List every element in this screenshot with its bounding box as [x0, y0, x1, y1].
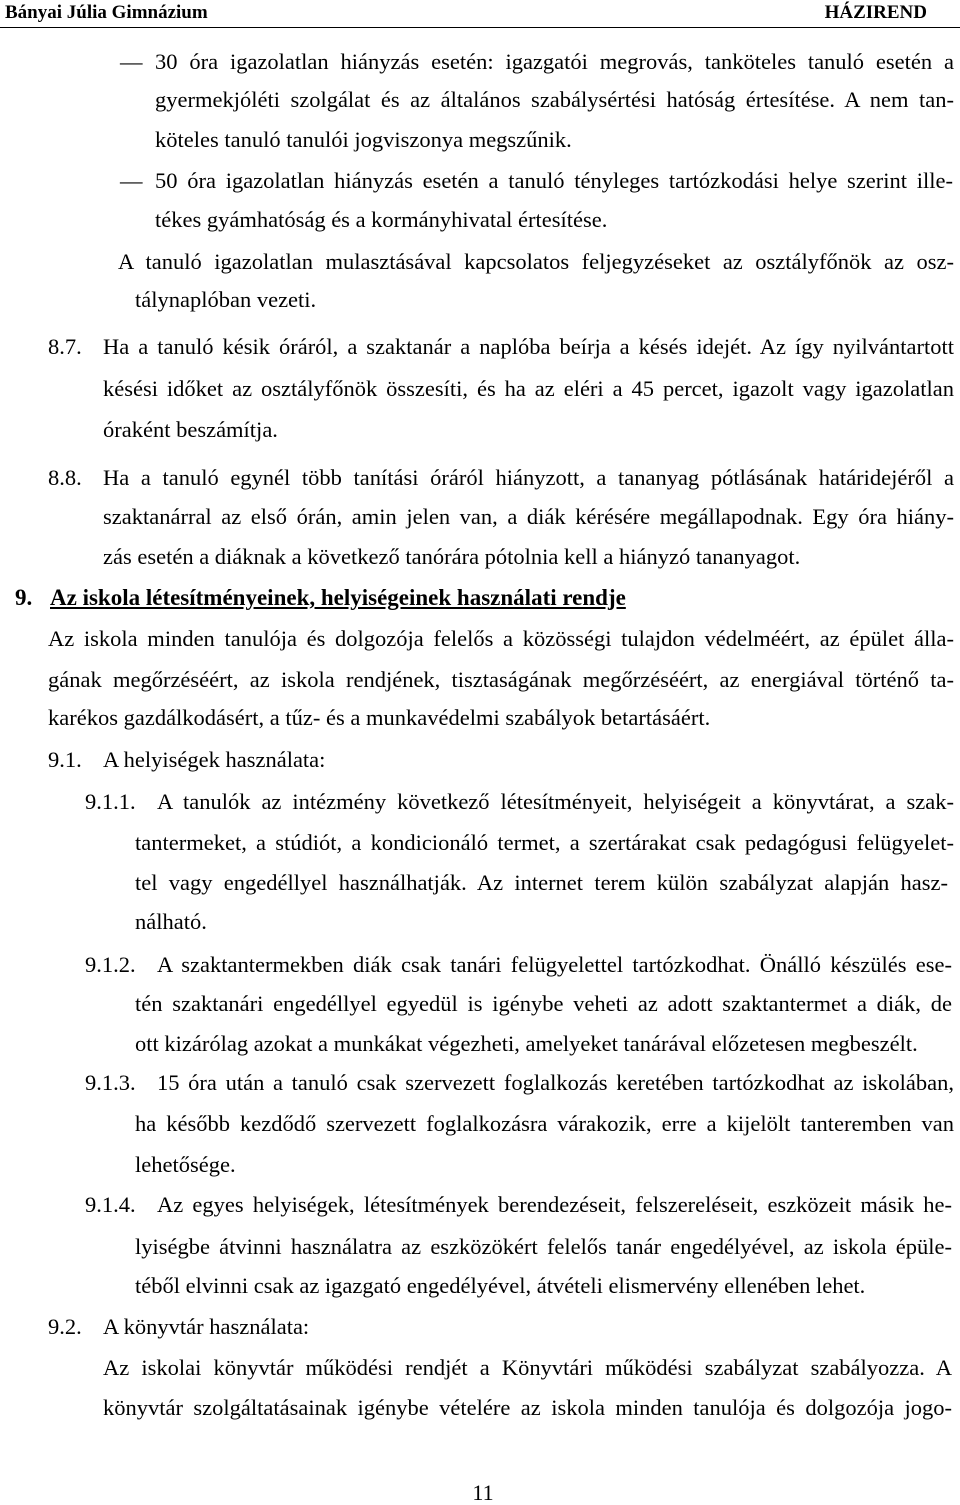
document-title: HÁZIREND	[824, 2, 927, 23]
text-line: Az iskola minden tanulója és dolgozója felelős a közösségi tulajdon védelméért, az épület álla-	[48, 626, 954, 651]
subsection-number: 9.1.1.	[85, 789, 136, 814]
text-line: zás esetén a diáknak a következő tanórára pótolnia kell a hiányzó tananyagot.	[103, 544, 801, 569]
dash-bullet: —	[120, 49, 143, 74]
text-line: tálynaplóban vezeti.	[135, 287, 317, 312]
section-title: A helyiségek használata:	[103, 747, 326, 772]
text-line: tékes gyámhatóság és a kormányhivatal értesítése.	[155, 207, 608, 232]
text-line: ott kizárólag azokat a munkákat végezheti, amelyeket tanárával előzetesen megbeszélt.	[135, 1031, 918, 1056]
section-number: 9.	[15, 585, 33, 610]
text-line: Ha a tanuló egynél több tanítási óráról hiányzott, a tananyag pótlásának határidejéről a	[103, 465, 954, 490]
subsection-number: 9.1.4.	[85, 1192, 136, 1217]
text-line: nálható.	[135, 909, 207, 934]
text-line: Az egyes helyiségek, létesítmények berendezéseit, felszereléseit, eszközeit másik he-	[157, 1192, 952, 1217]
header-divider	[0, 27, 960, 28]
text-line: 15 óra után a tanuló csak szervezett foglalkozás keretében tartózkodhat az iskolában,	[157, 1070, 954, 1095]
text-line: ha később kezdődő szervezett foglalkozásra várakozik, erre a kijelölt tanteremben van	[135, 1111, 954, 1136]
text-line: gának megőrzéséért, az iskola rendjének, tisztaságának megőrzéséért, az energiával történő ta-	[48, 667, 954, 692]
text-line: késési időket az osztályfőnök összesíti, és ha az eléri a 45 percet, igazolt vagy igazolatlan	[103, 376, 954, 401]
text-line: Az iskolai könyvtár működési rendjét a Könyvtári működési szabályzat szabályozza. A	[103, 1355, 952, 1380]
text-line: tel vagy engedéllyel használhatják. Az internet terem külön szabályzat alapján hasz-	[135, 870, 948, 895]
text-line: lehetősége.	[135, 1152, 236, 1177]
page-number: 11	[472, 1480, 494, 1505]
text-line: tén szaktanári engedéllyel egyedül is igénybe veheti az adott szaktantermet a diák, de	[135, 991, 952, 1016]
text-line: gyermekjóléti szolgálat és az általános szabálysértési hatóság értesítése. A nem tan-	[155, 87, 954, 112]
text-line: karékos gazdálkodásért, a tűz- és a munkavédelmi szabályok betartásáért.	[48, 705, 711, 730]
text-line: 30 óra igazolatlan hiányzás esetén: igazgatói megrovás, tanköteles tanuló esetén a	[155, 49, 954, 74]
text-line: Ha a tanuló késik óráról, a szaktanár a naplóba beírja a késés idejét. Az így nyilvántartott	[103, 334, 954, 359]
text-line: óraként beszámítja.	[103, 417, 278, 442]
text-line: 50 óra igazolatlan hiányzás esetén a tanuló tényleges tartózkodási helye szerint ille-	[155, 168, 953, 193]
section-number: 8.7.	[48, 334, 82, 359]
text-line: könyvtár szolgáltatásainak igénybe vételére az iskola minden tanulója és dolgozója jogo-	[103, 1395, 952, 1420]
school-name: Bányai Júlia Gimnázium	[5, 2, 208, 23]
text-line: köteles tanuló tanulói jogviszonya megszűnik.	[155, 127, 572, 152]
text-line: tantermeket, a stúdiót, a kondicionáló termet, a szertárakat csak pedagógusi felügyelet-	[135, 830, 954, 855]
text-line: szaktanárral az első órán, amin jelen van, a diák kérésére megállapodnak. Egy óra hiány-	[103, 504, 954, 529]
dash-bullet: —	[120, 168, 143, 193]
section-heading: Az iskola létesítményeinek, helyiségeinek használati rendje	[50, 585, 626, 610]
subsection-number: 9.1.2.	[85, 952, 136, 977]
section-title: A könyvtár használata:	[103, 1314, 310, 1339]
text-line: téből elvinni csak az igazgató engedélyével, átvételi elismervény ellenében lehet.	[135, 1273, 866, 1298]
subsection-number: 9.1.3.	[85, 1070, 136, 1095]
text-line: A tanulók az intézmény következő létesítményeit, helyiségeit a könyvtárat, a szak-	[157, 789, 954, 814]
section-number: 9.2.	[48, 1314, 82, 1339]
section-number: 8.8.	[48, 465, 82, 490]
text-line: A tanuló igazolatlan mulasztásával kapcsolatos feljegyzéseket az osztályfőnök az osz-	[118, 249, 954, 274]
text-line: A szaktantermekben diák csak tanári felügyelettel tartózkodhat. Önálló készülés ese-	[157, 952, 952, 977]
section-number: 9.1.	[48, 747, 82, 772]
text-line: lyiségbe átvinni használatra az eszközökért felelős tanár engedélyével, az iskola épüle-	[135, 1234, 952, 1259]
